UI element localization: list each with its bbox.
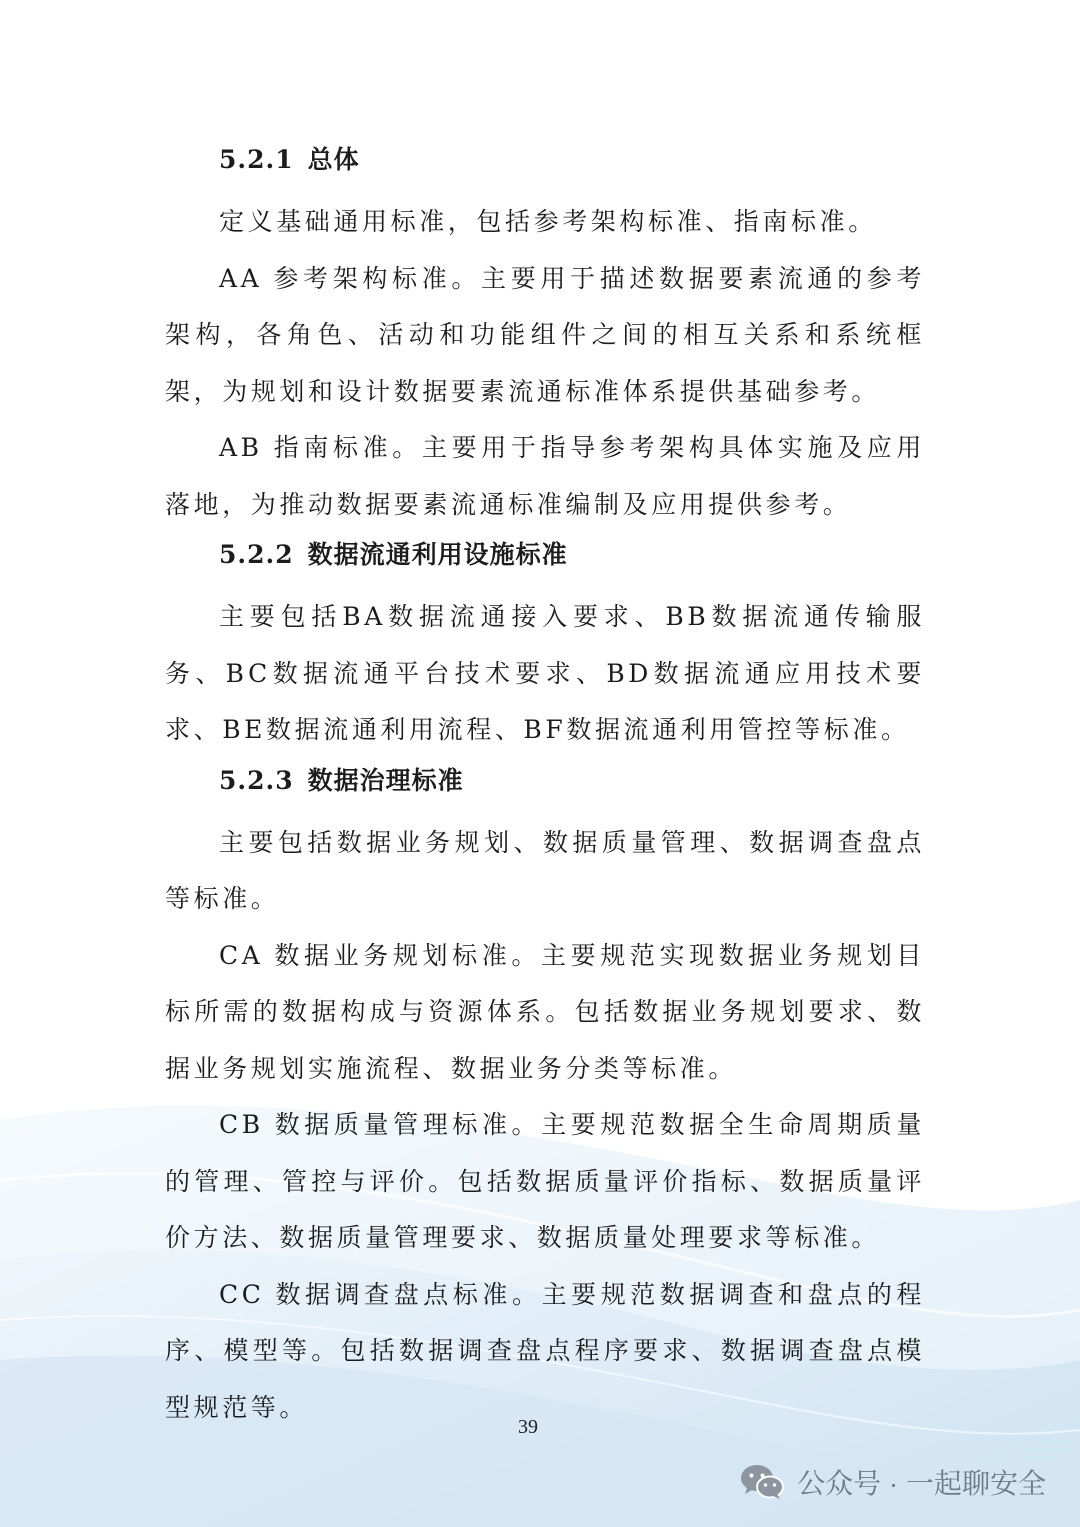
paragraph-code: AB (219, 433, 263, 462)
paragraph-code: CC (219, 1279, 265, 1309)
paragraph (165, 589, 925, 759)
paragraph-code: CB (219, 1110, 264, 1139)
paragraph-code: AA (219, 263, 263, 293)
section-number: 5.2.2 (219, 540, 294, 569)
section-5-2-1 (165, 138, 925, 533)
section-number: 5.2.1 (219, 145, 294, 174)
watermark-text: 公众号 · 一起聊安全 (797, 1468, 1046, 1499)
paragraph-text: 主要包括数据业务规划、数据质量管理、数据调查盘点等标准。 (165, 827, 925, 913)
paragraph (165, 928, 925, 1098)
paragraph-text: 指南标准。主要用于指导参考架构具体实施及应用落地，为推动数据要素流通标准编制及应用提供参考。 (165, 433, 925, 519)
paragraph-text: 主要包括BA数据流通接入要求、BB数据流通传输服务、BC数据流通平台技术要求、BD数据流通应用技术要求、BE数据流通利用流程、BF数据流通利用管控等标准。 (165, 602, 925, 744)
section-5-2-2 (165, 533, 925, 759)
document-body (165, 138, 925, 1436)
section-heading (165, 759, 925, 815)
section-number: 5.2.3 (219, 765, 294, 795)
section-title: 数据流通利用设施标准 (307, 540, 568, 569)
paragraph-text: 数据调查盘点标准。主要规范数据调查和盘点的程序、模型等。包括数据调查盘点程序要求、数据调查盘点模型规范等。 (165, 1279, 925, 1422)
paragraph-code: CA (219, 940, 264, 970)
section-heading (165, 533, 925, 589)
paragraph (165, 194, 925, 251)
page-number: 39 (518, 1416, 538, 1438)
section-title: 总体 (307, 145, 360, 174)
section-title: 数据治理标准 (307, 765, 464, 795)
watermark (739, 1462, 1046, 1502)
paragraph-text: 定义基础通用标准，包括参考架构标准、指南标准。 (219, 207, 877, 236)
paragraph (165, 1097, 925, 1267)
section-heading (165, 138, 925, 194)
wechat-icon (739, 1463, 785, 1501)
paragraph-text: 数据业务规划标准。主要规范实现数据业务规划目标所需的数据构成与资源体系。包括数据业务规划要求、数据业务规划实施流程、数据业务分类等标准。 (165, 940, 925, 1083)
paragraph (165, 420, 925, 533)
section-5-2-3 (165, 759, 925, 1437)
paragraph (165, 815, 925, 928)
paragraph-text: 数据质量管理标准。主要规范数据全生命周期质量的管理、管控与评价。包括数据质量评价指标、数据质量评价方法、数据质量管理要求、数据质量处理要求等标准。 (165, 1110, 925, 1252)
paragraph (165, 1267, 925, 1437)
paragraph-text: 参考架构标准。主要用于描述数据要素流通的参考架构，各角色、活动和功能组件之间的相互关系和系统框架，为规划和设计数据要素流通标准体系提供基础参考。 (165, 263, 925, 406)
paragraph (165, 251, 925, 421)
